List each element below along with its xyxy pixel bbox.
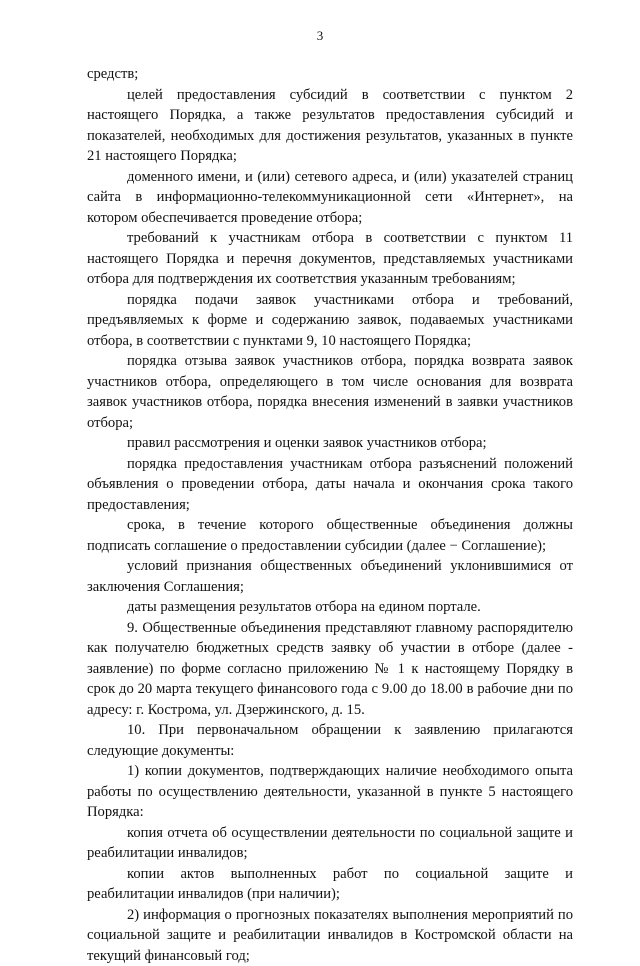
document-body <box>87 64 573 966</box>
paragraph: порядка подачи заявок участниками отбора и требований, предъявляемых к форме и содержанию заявок, подаваемых участниками отбора, в соответствии с пунктами 9, 10 настоящего Порядка; <box>87 290 573 352</box>
paragraph: копия отчета об осуществлении деятельности по социальной защите и реабилитации инвалидов; <box>87 823 573 864</box>
paragraph: условий признания общественных объединений уклонившимися от заключения Соглашения; <box>87 556 573 597</box>
paragraph: 9. Общественные объединения представляют главному распорядителю как получателю бюджетных средств заявку об участии в отборе (далее - заявление) по форме согласно приложению № 1 к настоящему Порядку в срок до 20 марта текущего финансового года с 9.00 до 18.00 в рабочие дни по адресу: г. Кострома, ул. Дзержинского, д. 15. <box>87 618 573 721</box>
paragraph: порядка отзыва заявок участников отбора, порядка возврата заявок участников отбора, определяющего в том числе основания для возврата заявок участников отбора, порядка внесения изменений в заявки участников отбора; <box>87 351 573 433</box>
paragraph: даты размещения результатов отбора на едином портале. <box>87 597 573 618</box>
paragraph: 10. При первоначальном обращении к заявлению прилагаются следующие документы: <box>87 720 573 761</box>
paragraph: срока, в течение которого общественные объединения должны подписать соглашение о предоставлении субсидии (далее − Соглашение); <box>87 515 573 556</box>
page-number: 3 <box>0 26 640 47</box>
paragraph: требований к участникам отбора в соответствии с пунктом 11 настоящего Порядка и перечня документов, представляемых участниками отбора для подтверждения их соответствия указанным требованиям; <box>87 228 573 290</box>
paragraph: 1) копии документов, подтверждающих наличие необходимого опыта работы по осуществлению деятельности, указанной в пункте 5 настоящего Порядка: <box>87 761 573 823</box>
paragraph: целей предоставления субсидий в соответствии с пунктом 2 настоящего Порядка, а также результатов предоставления субсидий и показателей, необходимых для достижения результатов, указанных в пункте 21 настоящего Порядка; <box>87 85 573 167</box>
paragraph: 2) информация о прогнозных показателях выполнения мероприятий по социальной защите и реабилитации инвалидов в Костромской области на текущий финансовый год; <box>87 905 573 966</box>
paragraph: правил рассмотрения и оценки заявок участников отбора; <box>87 433 573 454</box>
paragraph: порядка предоставления участникам отбора разъяснений положений объявления о проведении отбора, даты начала и окончания срока такого предоставления; <box>87 454 573 516</box>
paragraph: копии актов выполненных работ по социальной защите и реабилитации инвалидов (при наличии); <box>87 864 573 905</box>
paragraph: средств; <box>87 64 573 85</box>
paragraph: доменного имени, и (или) сетевого адреса, и (или) указателей страниц сайта в информационно-телекоммуникационной сети «Интернет», на котором обеспечивается проведение отбора; <box>87 167 573 229</box>
